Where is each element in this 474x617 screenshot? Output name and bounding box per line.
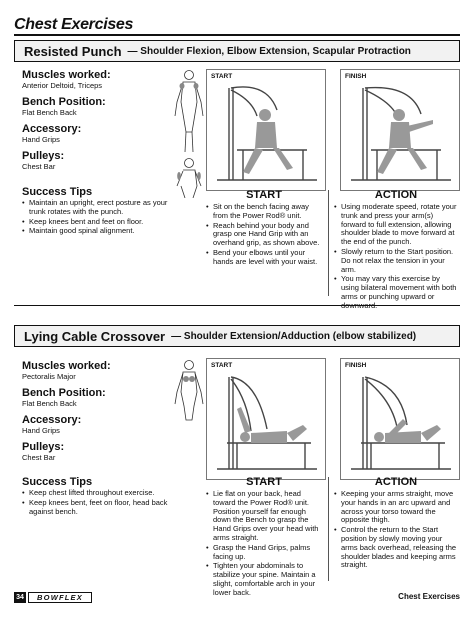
bench-value: Flat Bench Back	[22, 399, 77, 408]
list-item: • Lie flat on your back, head toward the Power Rod® unit. Position yourself far enough down the Bench to grasp the Hand Grips over your head with arms straight.	[206, 490, 322, 543]
pulleys-value: Chest Bar	[22, 453, 56, 462]
list-item: • Slowly return to the Start position. Do not relax the tension in your arm.	[334, 248, 458, 274]
exercise-subtitle: — Shoulder Flexion, Elbow Extension, Scapular Protraction	[127, 45, 411, 57]
exercise-subtitle: — Shoulder Extension/Adduction (elbow stabilized)	[171, 330, 417, 342]
pulleys-label: Pulleys:	[22, 441, 65, 453]
action-title: ACTION	[374, 476, 418, 488]
list-item: • Keep knees bent and feet on floor.	[22, 218, 172, 227]
exercise-info	[22, 69, 152, 177]
list-item: • Using moderate speed, rotate your trunk and press your arm(s) forward to full extension, allowing shoulder blade to move forward at the end of the punch.	[334, 203, 458, 247]
bench-label: Bench Position:	[22, 96, 106, 108]
column-divider	[328, 477, 329, 581]
start-photo-label: START	[211, 73, 233, 80]
bench-label: Bench Position:	[22, 387, 106, 399]
body-figure-icon	[172, 358, 206, 422]
bench-value: Flat Bench Back	[22, 108, 77, 117]
accessory-value: Hand Grips	[22, 135, 60, 144]
accessory-label: Accessory:	[22, 123, 82, 135]
action-title: ACTION	[374, 189, 418, 201]
finish-photo-label: FINISH	[345, 362, 367, 369]
list-item: • Reach behind your body and grasp one Hand Grip with an overhand grip, as shown above.	[206, 222, 322, 248]
start-title: START	[246, 189, 282, 201]
accessory-label: Accessory:	[22, 414, 82, 426]
list-item: • Control the return to the Start position by slowly moving your arms back overhead, releasing the shoulder blades and keeping arms straight.	[334, 526, 458, 570]
list-item: • Grasp the Hand Grips, palms facing up.	[206, 544, 322, 562]
body-figure-icon	[172, 68, 206, 198]
finish-photo	[340, 358, 460, 480]
finish-photo-label: FINISH	[345, 73, 367, 80]
footer-section-title: Chest Exercises	[398, 592, 460, 601]
action-steps	[334, 203, 458, 312]
success-tips-list	[22, 489, 172, 517]
exercise-photo-icon	[341, 369, 459, 479]
exercise-info	[22, 360, 152, 468]
exercise-name: Resisted Punch	[24, 43, 122, 59]
list-item: • Keep chest lifted throughout exercise.	[22, 489, 172, 498]
start-steps	[206, 490, 322, 599]
list-item: • Sit on the bench facing away from the Power Rod® unit.	[206, 203, 322, 221]
muscles-value: Pectoralis Major	[22, 372, 76, 381]
section-divider	[14, 305, 460, 306]
success-tips-title: Success Tips	[22, 186, 93, 198]
exercise-photo-icon	[207, 80, 325, 190]
list-item: • Tighten your abdominals to stabilize your spine. Maintain a slight, comfortable arch in your lower back.	[206, 562, 322, 597]
page-number: 34	[14, 592, 26, 603]
title-rule	[14, 34, 460, 36]
muscle-diagram	[172, 358, 206, 427]
page-title: Chest Exercises	[14, 16, 134, 33]
list-item: • Maintain good spinal alignment.	[22, 227, 172, 236]
action-steps	[334, 490, 458, 571]
muscles-label: Muscles worked:	[22, 360, 111, 372]
list-item: • Maintain an upright, erect posture as your trunk rotates with the punch.	[22, 199, 172, 217]
start-photo	[206, 358, 326, 480]
exercise-name: Lying Cable Crossover	[24, 328, 166, 344]
start-photo-label: START	[211, 362, 233, 369]
exercise-photo-icon	[207, 369, 325, 479]
list-item: • Keeping your arms straight, move your hands in an arc upward and across your torso toward the opposite thigh.	[334, 490, 458, 525]
exercise-photo-icon	[341, 80, 459, 190]
start-title: START	[246, 476, 282, 488]
muscle-diagram	[172, 68, 206, 203]
brand-logo: BOWFLEX	[28, 592, 92, 603]
finish-photo	[340, 69, 460, 191]
exercise-header	[14, 325, 460, 347]
pulleys-label: Pulleys:	[22, 150, 65, 162]
pulleys-value: Chest Bar	[22, 162, 56, 171]
start-steps	[206, 203, 322, 268]
list-item: • Bend your elbows until your hands are level with your waist.	[206, 249, 322, 267]
list-item: • Keep knees bent, feet on floor, head back against bench.	[22, 499, 172, 517]
muscles-value: Anterior Deltoid, Triceps	[22, 81, 103, 90]
start-photo	[206, 69, 326, 191]
list-item: • You may vary this exercise by using bilateral movement with both arms or punching upward or	[334, 275, 458, 310]
success-tips-list	[22, 199, 172, 237]
muscles-label: Muscles worked:	[22, 69, 111, 81]
exercise-resisted-punch	[14, 40, 460, 302]
accessory-value: Hand Grips	[22, 426, 60, 435]
exercise-header	[14, 40, 460, 62]
column-divider	[328, 190, 329, 296]
success-tips-title: Success Tips	[22, 476, 93, 488]
